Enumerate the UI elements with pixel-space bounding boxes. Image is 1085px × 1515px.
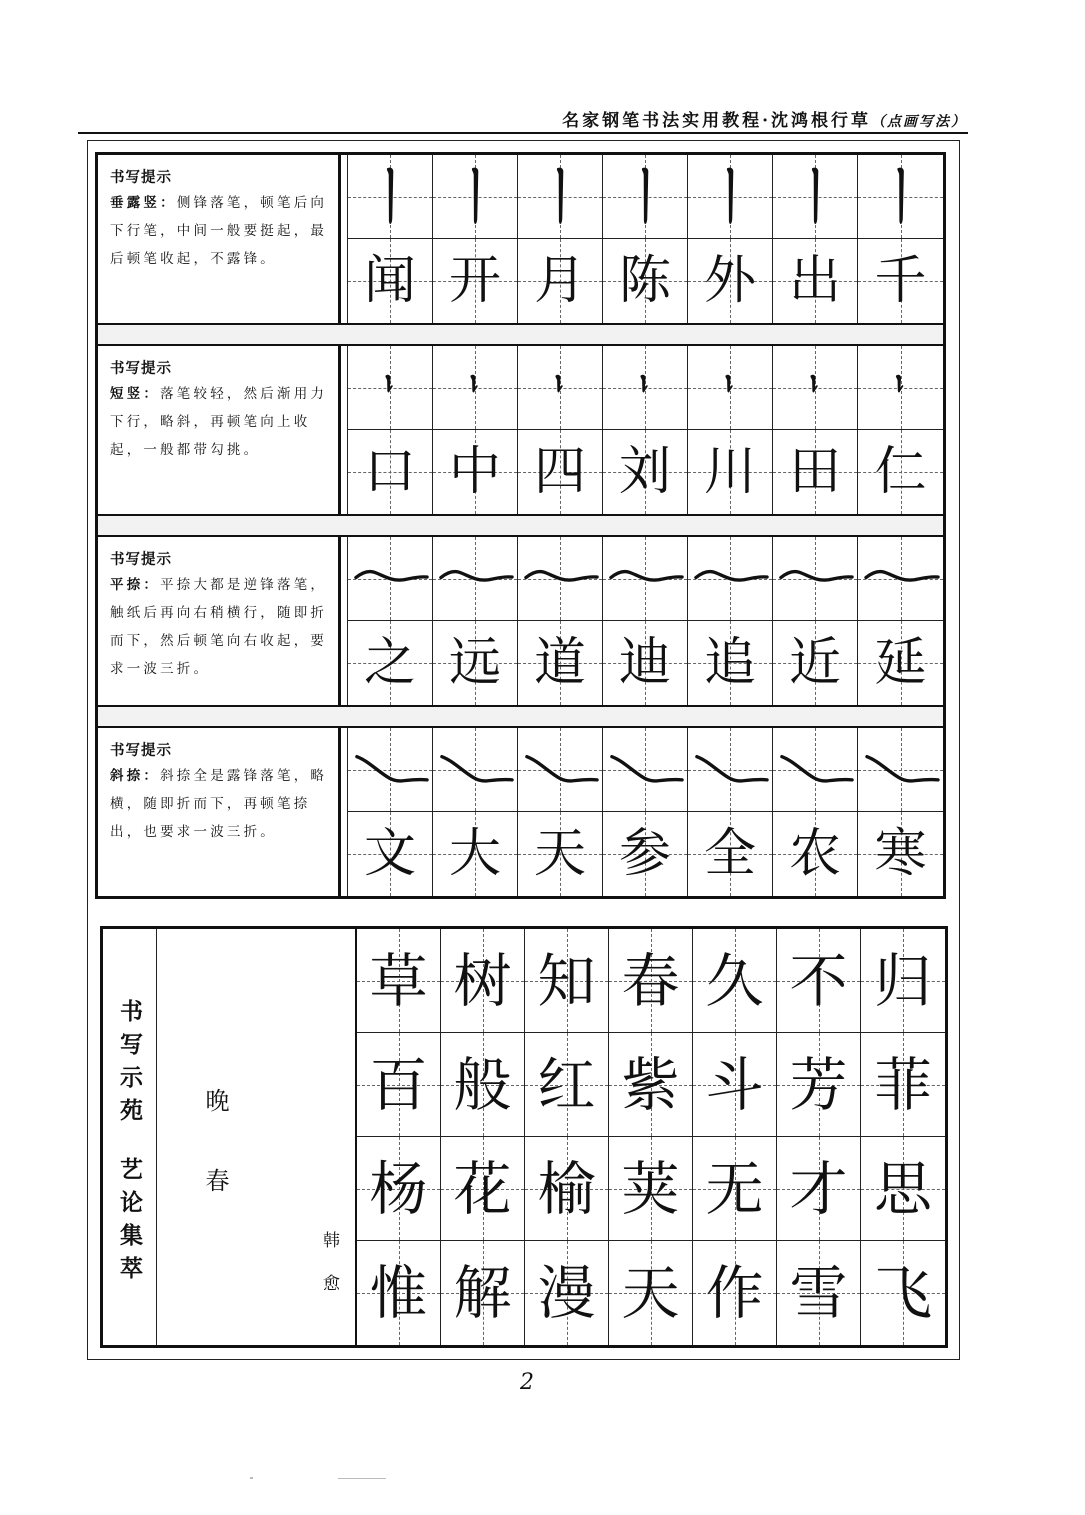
- tip-line: [110, 627, 338, 655]
- poem-character: 作: [705, 1259, 764, 1327]
- example-character: 田: [788, 442, 841, 502]
- stroke-term: 垂露竖：: [110, 195, 177, 211]
- slant-press-stroke-icon: [348, 728, 432, 811]
- tip-text: 起，一般都带勾挑。: [110, 442, 261, 458]
- poem-character: 红: [537, 1050, 596, 1119]
- poem-char-cell: [357, 1137, 441, 1241]
- slant-press-stroke-icon: [433, 728, 517, 811]
- tip-line: [110, 436, 338, 464]
- poem-char-cell: [441, 1241, 525, 1345]
- poem-char-cell: [441, 929, 525, 1033]
- vertical-dewdrop-stroke-icon: [348, 155, 432, 238]
- tip-title: 书写提示: [110, 743, 172, 759]
- tip-text: 下行，略斜，再顿笔向上收: [110, 414, 311, 430]
- tip-line: [110, 599, 338, 627]
- stroke-demo-cell: [858, 346, 943, 430]
- writing-tip-panel: [98, 537, 338, 705]
- stroke-path: [356, 572, 427, 581]
- stroke-demo-cell: [518, 728, 603, 812]
- stroke-path: [442, 757, 512, 781]
- slant-press-stroke-icon: [858, 728, 943, 811]
- stroke-term: 平捺：: [110, 577, 161, 593]
- book-title: 名家钢笔书法实用教程·沈鸿根行草: [562, 111, 871, 131]
- poem-char-cell: [861, 929, 945, 1033]
- flat-press-stroke-icon: [348, 537, 432, 620]
- poem-character: 菲: [873, 1050, 932, 1119]
- tip-text: 横，随即折而下，再顿笔捺: [110, 796, 311, 812]
- poem-character: 飞: [873, 1259, 932, 1327]
- stroke-demo-cell: [773, 346, 858, 430]
- poem-char-cell: [861, 1137, 945, 1241]
- example-character: 外: [703, 251, 756, 311]
- poem-character: 榆: [537, 1154, 596, 1223]
- stroke-demo-cell: [603, 537, 688, 621]
- page-number: 2: [520, 1370, 534, 1395]
- tip-text: 出，也要求一波三折。: [110, 824, 277, 840]
- showcase-side-label: [103, 929, 157, 1345]
- poem-character: 芳: [789, 1050, 848, 1119]
- stroke-demo-cell: [348, 155, 433, 239]
- example-char-cell: [603, 812, 688, 896]
- poem-char-cell: [357, 1241, 441, 1345]
- example-char-cell: [603, 239, 688, 323]
- stroke-demo-cell: [518, 155, 603, 239]
- example-char-cell: [433, 239, 518, 323]
- section-divider: [98, 323, 943, 346]
- writing-tip-panel: [98, 728, 338, 896]
- stroke-path: [357, 757, 427, 781]
- stroke-demo-cell: [433, 537, 518, 621]
- stroke-demo-cell: [773, 728, 858, 812]
- short-vertical-stroke-icon: [518, 346, 602, 429]
- stroke-demo-cell: [348, 537, 433, 621]
- poem-char-cell: [777, 1033, 861, 1137]
- stroke-demo-cell: [773, 155, 858, 239]
- column-divider: [338, 728, 347, 896]
- poem-char-cell: [861, 1241, 945, 1345]
- vertical-dewdrop-stroke-icon: [518, 155, 602, 238]
- poem-character: 草: [369, 946, 428, 1015]
- example-character: 道: [533, 633, 586, 693]
- flat-press-stroke-icon: [858, 537, 943, 620]
- poem-character: 花: [453, 1154, 512, 1223]
- slant-press-stroke-icon: [603, 728, 687, 811]
- showcase-label: 书写示苑: [116, 999, 142, 1131]
- tip-title: 书写提示: [110, 361, 172, 377]
- example-character: 口: [363, 442, 416, 502]
- stroke-demo-cell: [518, 537, 603, 621]
- stroke-term: 斜捺：: [110, 768, 161, 784]
- poem-char-cell: [525, 1033, 609, 1137]
- stroke-demo-cell: [603, 155, 688, 239]
- example-character: 中: [448, 442, 501, 502]
- stroke-path: [557, 168, 563, 224]
- poem-char-cell: [609, 1137, 693, 1241]
- poem-character: 漫: [537, 1259, 596, 1327]
- short-vertical-stroke-icon: [348, 346, 432, 429]
- example-character: 文: [363, 824, 416, 884]
- slant-press-stroke-icon: [773, 728, 857, 811]
- slant-press-stroke-icon: [518, 728, 602, 811]
- poem-char-cell: [777, 929, 861, 1033]
- example-char-cell: [858, 812, 943, 896]
- example-character: 仁: [874, 442, 927, 502]
- tip-line: [110, 245, 338, 273]
- practice-grid: [347, 728, 943, 896]
- poem-char-cell: [609, 1241, 693, 1345]
- tip-title: 书写提示: [110, 170, 172, 186]
- example-char-cell: [518, 812, 603, 896]
- stroke-demo-cell: [603, 728, 688, 812]
- stroke-path: [866, 572, 938, 581]
- poem-character: 归: [873, 946, 932, 1015]
- example-character: 寒: [874, 824, 927, 884]
- tip-line: [110, 818, 338, 846]
- poem-info-panel: [157, 929, 357, 1345]
- example-character: 川: [703, 442, 756, 502]
- poem-character: 树: [453, 946, 512, 1015]
- vertical-dewdrop-stroke-icon: [688, 155, 772, 238]
- stroke-demo-cell: [433, 728, 518, 812]
- poem-char-cell: [861, 1033, 945, 1137]
- example-char-cell: [688, 812, 773, 896]
- poem-character: 斗: [705, 1050, 764, 1119]
- tip-title: 书写提示: [110, 552, 172, 568]
- stroke-path: [441, 572, 512, 581]
- tip-line: [110, 571, 338, 599]
- example-char-cell: [518, 430, 603, 514]
- example-char-cell: [773, 239, 858, 323]
- stroke-path: [781, 572, 852, 581]
- slant-press-stroke-icon: [688, 728, 772, 811]
- calligraphy-showcase: [100, 926, 948, 1348]
- poem-character: 杨: [369, 1154, 428, 1223]
- poem-char-cell: [441, 1137, 525, 1241]
- poem-character: 思: [873, 1154, 932, 1223]
- poem-char-cell: [357, 929, 441, 1033]
- poem-character: 雪: [789, 1259, 848, 1327]
- poem-char-cell: [609, 1033, 693, 1137]
- stroke-demo-cell: [688, 346, 773, 430]
- column-divider: [338, 155, 347, 323]
- stroke-demo-cell: [348, 728, 433, 812]
- practice-grid: [347, 537, 943, 705]
- stroke-demo-cell: [603, 346, 688, 430]
- example-character: 四: [533, 442, 586, 502]
- tip-line: [110, 762, 338, 790]
- flat-press-stroke-icon: [433, 537, 517, 620]
- stroke-demo-cell: [858, 537, 943, 621]
- stroke-demo-cell: [348, 346, 433, 430]
- example-character: 天: [533, 824, 586, 884]
- poem-char-cell: [525, 1241, 609, 1345]
- poem-character: 久: [705, 946, 764, 1015]
- stroke-demo-cell: [858, 728, 943, 812]
- stroke-lesson: [98, 728, 943, 896]
- example-char-cell: [858, 430, 943, 514]
- short-vertical-stroke-icon: [433, 346, 517, 429]
- example-char-cell: [688, 430, 773, 514]
- showcase-sublabel: 艺论集萃: [116, 1157, 142, 1289]
- scan-mark: [250, 1477, 253, 1479]
- stroke-demo-cell: [688, 155, 773, 239]
- stroke-lesson: [98, 346, 943, 514]
- stroke-path: [526, 572, 597, 581]
- stroke-demo-cell: [858, 155, 943, 239]
- poem-char-cell: [357, 1033, 441, 1137]
- stroke-path: [612, 757, 682, 781]
- example-character: 陈: [618, 251, 671, 311]
- example-character: 之: [363, 633, 416, 693]
- poem-character: 百: [369, 1050, 428, 1119]
- flat-press-stroke-icon: [603, 537, 687, 620]
- flat-press-stroke-icon: [518, 537, 602, 620]
- poem-character: 惟: [369, 1259, 428, 1327]
- short-vertical-stroke-icon: [773, 346, 857, 429]
- poem-character: 不: [789, 946, 848, 1015]
- tip-text: 后顿笔收起，不露锋。: [110, 251, 277, 267]
- tip-text: 下行笔，中间一般要挺起，最: [110, 223, 328, 239]
- tip-text: 而下，然后顿笔向右收起，要: [110, 633, 328, 649]
- example-character: 远: [448, 633, 501, 693]
- section-divider: [98, 705, 943, 728]
- poem-character: 般: [453, 1050, 512, 1119]
- example-char-cell: [348, 430, 433, 514]
- writing-tip-panel: [98, 155, 338, 323]
- vertical-dewdrop-stroke-icon: [433, 155, 517, 238]
- poem-character: 解: [453, 1259, 512, 1327]
- poem-char-cell: [693, 929, 777, 1033]
- example-char-cell: [348, 239, 433, 323]
- example-char-cell: [858, 621, 943, 705]
- example-char-cell: [348, 812, 433, 896]
- section-divider: [98, 514, 943, 537]
- practice-grid: [347, 346, 943, 514]
- vertical-dewdrop-stroke-icon: [773, 155, 857, 238]
- example-character: 出: [788, 251, 841, 311]
- example-char-cell: [433, 812, 518, 896]
- poem-char-cell: [609, 929, 693, 1033]
- tip-text: 落笔较轻，然后渐用力: [160, 386, 328, 402]
- example-char-cell: [773, 430, 858, 514]
- stroke-demo-cell: [433, 346, 518, 430]
- poem-char-cell: [693, 1033, 777, 1137]
- example-character: 千: [874, 251, 927, 311]
- stroke-demo-cell: [518, 346, 603, 430]
- example-character: 开: [448, 251, 501, 311]
- flat-press-stroke-icon: [688, 537, 772, 620]
- example-char-cell: [773, 812, 858, 896]
- example-char-cell: [603, 430, 688, 514]
- stroke-lesson: [98, 155, 943, 323]
- stroke-path: [812, 168, 818, 224]
- tip-text: 侧锋落笔，顿笔后向: [176, 195, 328, 211]
- poem-char-cell: [525, 1137, 609, 1241]
- example-character: 大: [448, 824, 501, 884]
- tip-text: 平捺大都是逆锋落笔，: [160, 577, 328, 593]
- stroke-demo-cell: [688, 728, 773, 812]
- poem-char-cell: [693, 1137, 777, 1241]
- example-char-cell: [773, 621, 858, 705]
- stroke-path: [897, 168, 904, 224]
- example-character: 月: [533, 251, 586, 311]
- example-char-cell: [518, 239, 603, 323]
- poem-char-cell: [525, 929, 609, 1033]
- poem-title: 晚春: [201, 1088, 229, 1248]
- example-character: 延: [874, 633, 927, 693]
- poem-char-cell: [777, 1241, 861, 1345]
- example-character: 迪: [618, 633, 671, 693]
- stroke-demo-cell: [773, 537, 858, 621]
- short-vertical-stroke-icon: [603, 346, 687, 429]
- poem-char-cell: [693, 1241, 777, 1345]
- poem-author: 韩愈: [319, 1231, 339, 1317]
- example-character: 近: [788, 633, 841, 693]
- book-subtitle: （点画写法）: [871, 114, 967, 130]
- column-divider: [338, 537, 347, 705]
- example-char-cell: [858, 239, 943, 323]
- column-divider: [338, 346, 347, 514]
- poem-character: 紫: [621, 1050, 680, 1119]
- example-char-cell: [518, 621, 603, 705]
- stroke-path: [727, 168, 733, 224]
- poem-character: 春: [621, 946, 680, 1015]
- example-character: 刘: [618, 442, 671, 502]
- short-vertical-stroke-icon: [688, 346, 772, 429]
- poem-char-cell: [777, 1137, 861, 1241]
- tip-line: [110, 790, 338, 818]
- tip-text: 触纸后再向右稍横行，随即折: [110, 605, 328, 621]
- example-character: 闻: [363, 251, 416, 311]
- example-char-cell: [348, 621, 433, 705]
- example-character: 农: [788, 824, 841, 884]
- stroke-path: [867, 757, 938, 781]
- example-character: 追: [703, 633, 756, 693]
- writing-tip-panel: [98, 346, 338, 514]
- example-char-cell: [603, 621, 688, 705]
- short-vertical-stroke-icon: [858, 346, 943, 429]
- book-header: [562, 106, 967, 131]
- stroke-path: [697, 757, 767, 781]
- tip-line: [110, 408, 338, 436]
- scan-mark: [338, 1478, 386, 1479]
- poem-char-cell: [441, 1033, 525, 1137]
- stroke-path: [472, 168, 478, 224]
- example-char-cell: [688, 621, 773, 705]
- tip-line: [110, 189, 338, 217]
- stroke-path: [611, 572, 682, 581]
- example-character: 全: [703, 824, 756, 884]
- tip-line: [110, 655, 338, 683]
- stroke-path: [782, 757, 852, 781]
- stroke-practice-frame: [95, 152, 946, 899]
- stroke-path: [387, 168, 393, 224]
- example-character: 参: [618, 824, 671, 884]
- stroke-path: [696, 572, 767, 581]
- poem-character: 才: [789, 1154, 848, 1223]
- poem-character: 荚: [621, 1154, 680, 1223]
- poem-character: 天: [621, 1259, 680, 1327]
- poem-grid: [357, 929, 945, 1345]
- example-char-cell: [433, 430, 518, 514]
- stroke-demo-cell: [433, 155, 518, 239]
- example-char-cell: [433, 621, 518, 705]
- example-char-cell: [688, 239, 773, 323]
- practice-grid: [347, 155, 943, 323]
- vertical-dewdrop-stroke-icon: [603, 155, 687, 238]
- tip-text: 求一波三折。: [110, 661, 211, 677]
- header-rule: [78, 132, 968, 134]
- stroke-demo-cell: [688, 537, 773, 621]
- flat-press-stroke-icon: [773, 537, 857, 620]
- tip-line: [110, 380, 338, 408]
- tip-line: [110, 217, 338, 245]
- stroke-path: [527, 757, 597, 781]
- stroke-lesson: [98, 537, 943, 705]
- poem-character: 无: [705, 1154, 764, 1223]
- poem-character: 知: [537, 946, 596, 1015]
- tip-text: 斜捺全是露锋落笔，略: [160, 768, 328, 784]
- vertical-dewdrop-stroke-icon: [858, 155, 943, 238]
- stroke-path: [642, 168, 648, 224]
- stroke-term: 短竖：: [110, 386, 161, 402]
